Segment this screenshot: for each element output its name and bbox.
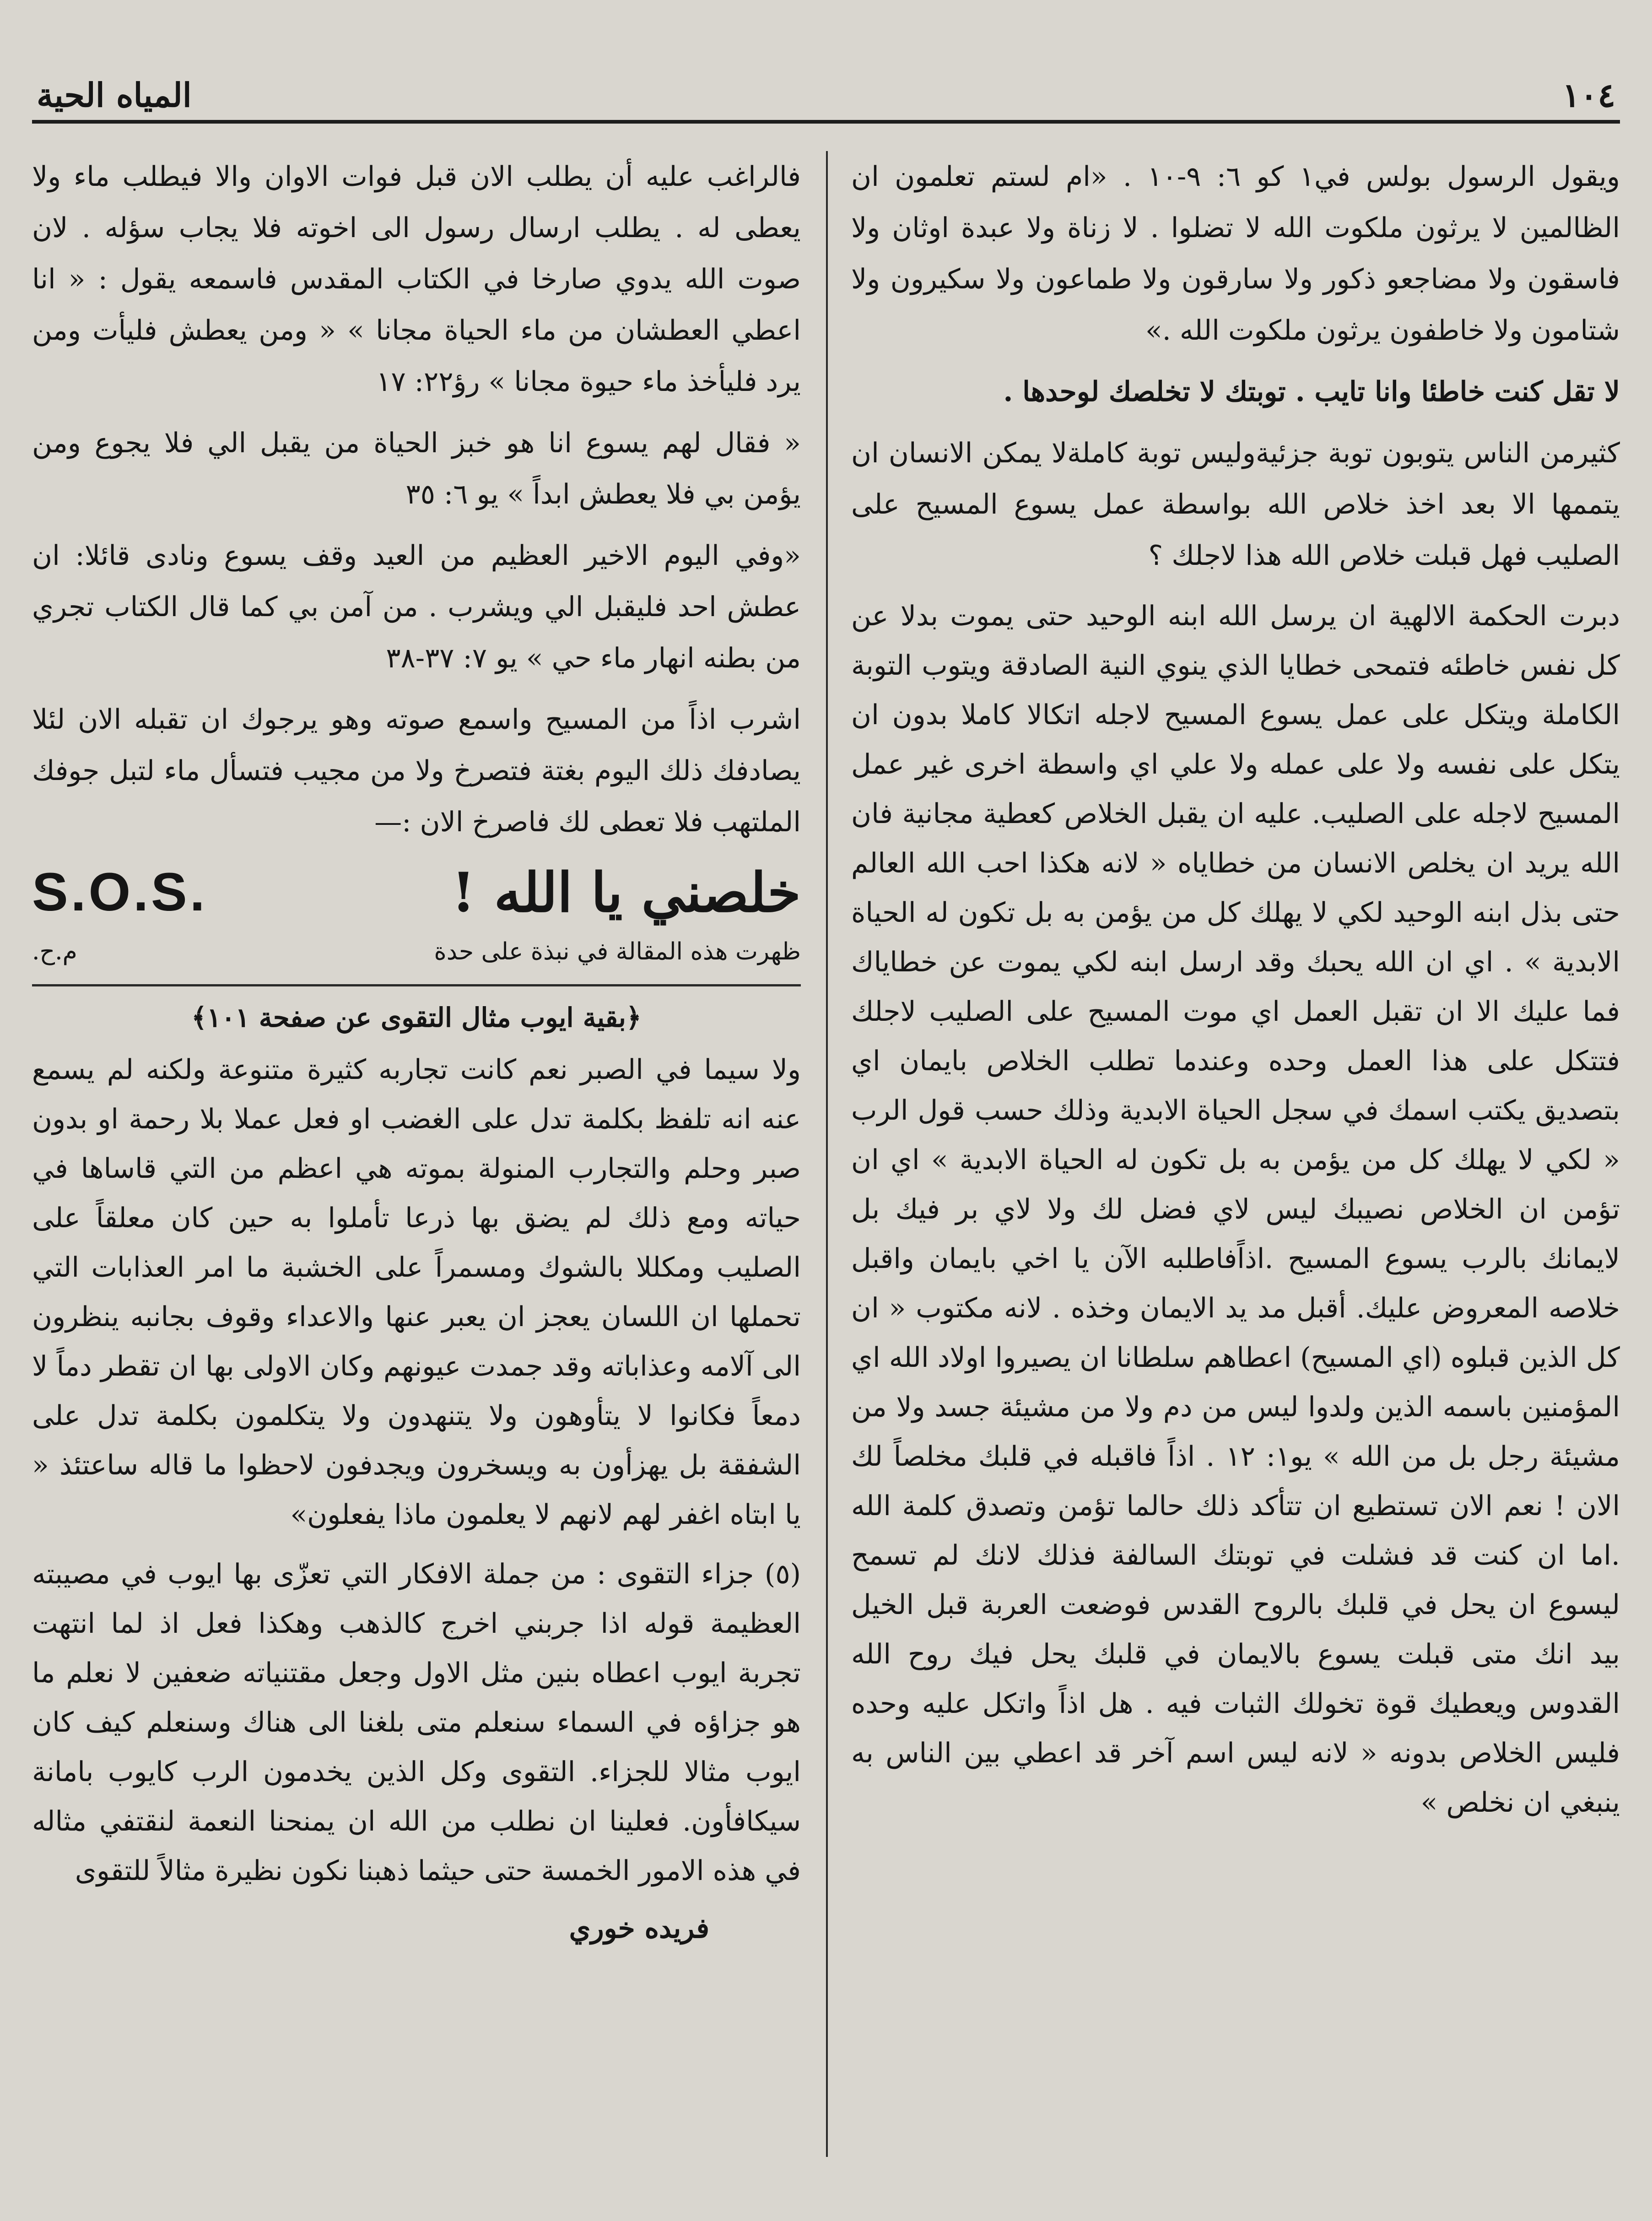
paragraph: لا تقل كنت خاطئا وانا تايب . توبتك لا تخلصك لوحدها .: [1003, 376, 1620, 408]
right-column: [851, 151, 1620, 2157]
header-rule: [32, 120, 1620, 124]
paragraph: اشرب اذاً من المسيح واسمع صوته وهو يرجوك ان تقبله الان لئلا يصادفك ذلك اليوم بغتة فتصرخ ولا من مجيب فتسأل ماء لتبل جوفك الملتهب فلا تعطى لك فاصرخ الان :—: [32, 704, 801, 838]
note-text: ظهرت هذه المقالة في نبذة على حدة: [434, 938, 801, 965]
page-header: [37, 60, 1615, 114]
paragraph: «وفي اليوم الاخير العظيم من العيد وقف يسوع ونادى قائلا: ان عطش احد فليقبل الي ويشرب . من آمن بي كما قال الكتاب تجري من بطنه انهار ماء حي » يو ٧: ٣٧-٣٨: [32, 540, 801, 674]
sos-arabic: خلصني يا الله !: [451, 860, 801, 924]
article-note: [32, 931, 801, 972]
left-column: [32, 151, 801, 2157]
paragraph: ويقول الرسول بولس في١ كو ٦: ٩-١٠ . «ام لستم تعلمون ان الظالمين لا يرثون ملكوت الله لا تضلوا . لا زناة ولا عبدة اوثان ولا فاسقون ولا مضاجعو ذكور ولا سارقون ولا طماعون ولا سكيرون ولا شتامون ولا خاطفون يرثون ملكوت الله .»: [851, 161, 1620, 347]
sos-callout: [32, 858, 801, 926]
sos-latin: S.O.S.: [32, 862, 208, 922]
paragraph: فالراغب عليه أن يطلب الان قبل فوات الاوان والا فيطلب ماء ولا يعطى له . يطلب ارسال رسول الى اخوته فلا يجاب سؤله . لان صوت الله يدوي صارخا في الكتاب المقدس فاسمعه يقول : « انا اعطي العطشان من ماء الحياة مجانا » « ومن يعطش فليأت ومن يرد فليأخذ ماء حيوة مجانا » رؤ٢٢: ١٧: [32, 161, 801, 398]
journal-title: المياه الحية: [37, 76, 192, 114]
paragraph: ولا سيما في الصبر نعم كانت تجاربه كثيرة متنوعة ولكنه لم يسمع عنه انه تلفظ بكلمة تدل على الغضب او فعل عملا بلا رحمة او بدون صبر وحلم والتجارب المنولة بموته هي اعظم من التي قاساها في حياته ومع ذلك لم يضق بها ذرعا تأملوا به حين كان معلقاً على الصليب ومكللا بالشوك ومسمراً على الخشبة ما امر العذابات التي تحملها ان اللسان يعجز ان يعبر عنها والاعداء وقوف بجانبه ينظرون الى آلامه وعذاباته وقد جمدت عيونهم وكان الاولى بها ان تقطر دماً لا دمعاً فكانوا لا يتأوهون ولا يتنهدون ولا يتكلمون بكلمة تدل على الشفقة بل يهزأون به ويسخرون ويجدفون لاحظوا ما قاله ساعتئذ « يا ابتاه اغفر لهم لانهم لا يعلمون ماذا يفعلون»: [32, 1054, 801, 1531]
section-title: ﴿بقية ايوب مثال التقوى عن صفحة ١٠١﴾: [191, 1002, 642, 1033]
author-initials: م.ح.: [32, 938, 77, 965]
page-number: ١٠٤: [1562, 76, 1615, 114]
author-name: فريده خوري: [569, 1912, 709, 1945]
paragraph: « فقال لهم يسوع انا هو خبز الحياة من يقبل الي فلا يجوع ومن يؤمن بي فلا يعطش ابداً » يو ٦: ٣٥: [32, 427, 801, 510]
paragraph: دبرت الحكمة الالهية ان يرسل الله ابنه الوحيد حتى يموت بدلا عن كل نفس خاطئه فتمحى خطايا الذي ينوي النية الصادقة ويتوب التوبة الكاملة ويتكل على عمل يسوع المسيح لاجله اتكالا كاملا بدون ان يتكل على نفسه ولا على عمله ولا علي اي واسطة اخرى غير عمل المسيح لاجله على الصليب. عليه ان يقبل الخلاص كعطية مجانية فان الله يريد ان يخلص الانسان من خطاياه « لانه هكذا احب الله العالم حتى بذل ابنه الوحيد لكي لا يهلك كل من يؤمن به بل تكون له الحياة الابدية » . اي ان الله يحبك وقد ارسل ابنه لكي يموت عن خطاياك فما عليك الا ان تقبل العمل اي موت المسيح على الصليب لاجلك فتتكل على هذا العمل وحده وعندما تطلب الخلاص بايمان اي بتصديق يكتب اسمك في سجل الحياة الابدية وذلك حسب قول الرب « لكي لا يهلك كل من يؤمن به بل تكون له الحياة الابدية » اي ان تؤمن ان الخلاص نصيبك ليس لاي فضل لك ولا لاي بر فيك بل لايمانك بالرب يسوع المسيح .اذاًفاطلبه الآن يا اخي بايمان واقبل خلاصه المعروض عليك. أقبل مد يد الايمان وخذه . لانه مكتوب « ان كل الذين قبلوه (اي المسيح) اعطاهم سلطانا ان يصيروا اولاد الله اي المؤمنين باسمه الذين ولدوا ليس من دم ولا من مشيئة جسد ولا من مشيئة رجل بل من الله » يو١: ١٢ . اذاً فاقبله في قلبك مخلصاً لك الان ! نعم الان تستطيع ان تتأكد ذلك حالما تؤمن وتصدق كلمة الله .اما ان كنت قد فشلت في توبتك السالفة فذلك لانك لم تسمح ليسوع ان يحل في قلبك بالروح القدس فوضعت العربة قبل الخيل بيد انك متى قبلت يسوع بالايمان في قلبك يحل فيك روح الله القدوس ويعطيك قوة تخولك الثبات فيه . هل اذاً واتكل عليه وحده فليس الخلاص بدونه « لانه ليس اسم آخر قد اعطي بين الناس به ينبغي ان نخلص »: [851, 600, 1620, 1819]
paragraph: (٥) جزاء التقوى : من جملة الافكار التي تعزّى بها ايوب في مصيبته العظيمة قوله اذا جربني اخرج كالذهب وهكذا فعل اذ لما انتهت تجربة ايوب اعطاه بنين مثل الاول وجعل مقتنياته ضعفين لا نعلم ما هو جزاؤه في السماء سنعلم متى بلغنا الى هناك وسنعلم كيف كان ايوب مثالا للجزاء. التقوى وكل الذين يخدمون الرب كايوب بامانة سيكافأون. فعلينا ان نطلب من الله ان يمنحنا النعمة لنقتفي مثاله في هذه الامور الخمسة حتى حيثما ذهبنا نكون نظيرة مثالاً للتقوى: [32, 1558, 801, 1887]
section-rule: [32, 984, 801, 986]
column-divider: [826, 151, 828, 2157]
paragraph: كثيرمن الناس يتوبون توبة جزئيةوليس توبة كاملةلا يمكن الانسان ان يتممها الا بعد اخذ خلاص الله بواسطة عمل يسوع المسيح على الصليب فهل قبلت خلاص الله هذا لاجلك ؟: [851, 437, 1620, 572]
